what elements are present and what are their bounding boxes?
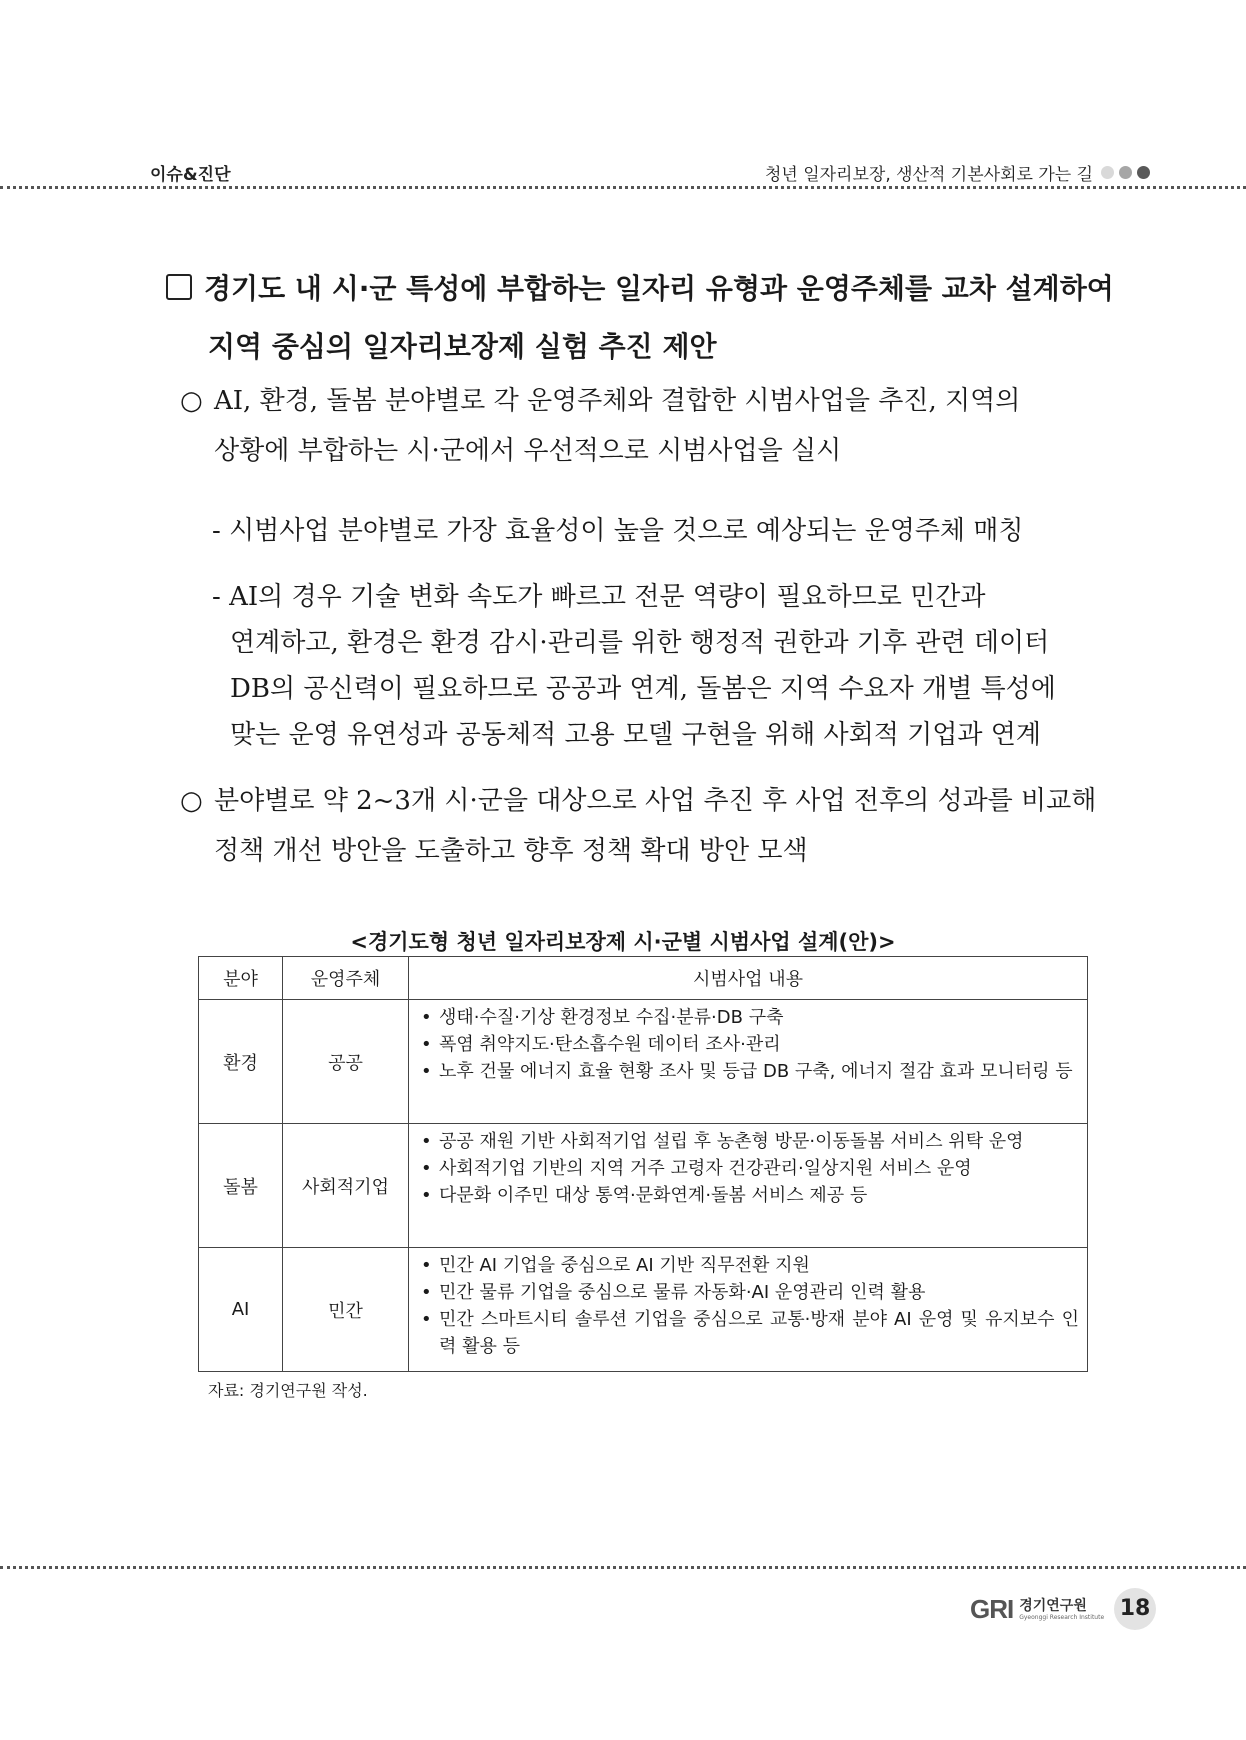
subpoint-2-line-3: DB의 공신력이 필요하므로 공공과 연계, 돌봄은 지역 수요자 개별 특성에 [230,674,1056,704]
table-row [199,1124,1088,1248]
header-dot-mid [1119,166,1132,179]
column-header-content: 시범사업 내용 [409,957,1088,1000]
section-heading-line-2: 지역 중심의 일자리보장제 실험 추진 제안 [208,330,717,363]
subpoint-1 [212,508,1115,554]
circle-bullet-icon: ○ [180,386,203,416]
point-1-line-2: 상황에 부합하는 시·군에서 우선적으로 시범사업을 실시 [214,436,842,466]
dash-bullet: - [212,516,221,546]
footer-divider [0,1566,1246,1569]
point-2-line-1 [180,776,1115,826]
list-item: • 공공 재원 기반 사회적기업 설립 후 농촌형 방문·이동돌봄 서비스 위탁 운영 [419,1128,1079,1155]
point-2 [180,776,1115,876]
content-list [419,1004,1079,1085]
dash-bullet: - [212,582,221,612]
pilot-plan-table [198,956,1088,1372]
list-item: • 민간 물류 기업을 중심으로 물류 자동화·AI 운영관리 인력 활용 [419,1279,1079,1306]
logo-korean-name: 경기연구원 [1019,1597,1087,1614]
cell-content [409,1248,1088,1372]
running-title [765,160,1150,185]
section-heading [166,260,1126,376]
point-1-text-1: AI, 환경, 돌봄 분야별로 각 운영주체와 결합한 시범사업을 추진, 지역의 [214,386,1021,416]
table-title: <경기도형 청년 일자리보장제 시·군별 시범사업 설계(안)> [350,930,896,954]
page-number: 18 [1114,1588,1156,1630]
header-dot-light [1101,166,1114,179]
list-item: • 생태·수질·기상 환경정보 수집·분류·DB 구축 [419,1004,1079,1031]
running-header [0,160,1246,185]
header-dots [1101,166,1150,179]
content-list [419,1128,1079,1209]
subpoint-2 [212,574,1115,758]
list-item: • 민간 AI 기업을 중심으로 AI 기반 직무전환 지원 [419,1252,1079,1279]
column-header-field: 분야 [199,957,283,1000]
cell-field: 환경 [199,1000,283,1124]
logo-mark: GRI [970,1594,1014,1624]
list-item: • 폭염 취약지도·탄소흡수원 데이터 조사·관리 [419,1031,1079,1058]
circle-bullet-icon: ○ [180,786,203,816]
subpoint-2-text-1: AI의 경우 기술 변화 속도가 빠르고 전문 역량이 필요하므로 민간과 [229,582,986,612]
column-header-operator: 운영주체 [283,957,409,1000]
table-row [199,1248,1088,1372]
list-item: • 다문화 이주민 대상 통역·문화연계·돌봄 서비스 제공 등 [419,1182,1079,1209]
subpoint-1-line-1 [212,508,1115,554]
section-label: 이슈&진단 [150,165,231,185]
point-1-line-1 [180,376,1115,426]
list-item: • 사회적기업 기반의 지역 거주 고령자 건강관리·일상지원 서비스 운영 [419,1155,1079,1182]
header-dot-dark [1137,166,1150,179]
section-heading-line-1 [166,260,1126,318]
running-title-text: 청년 일자리보장, 생산적 기본사회로 가는 길 [764,165,1093,185]
point-1 [180,376,1115,476]
content-list [419,1252,1079,1360]
point-2-line-2: 정책 개선 방안을 도출하고 향후 정책 확대 방안 모색 [214,836,808,866]
point-2-text-1: 분야별로 약 2~3개 시·군을 대상으로 사업 추진 후 사업 전후의 성과를 비교해 [214,786,1097,816]
subpoint-1-text: 시범사업 분야별로 가장 효율성이 높을 것으로 예상되는 운영주체 매칭 [229,516,1024,546]
list-item: • 민간 스마트시티 솔루션 기업을 중심으로 교통·방재 분야 AI 운영 및 유지보수 인력 활용 등 [419,1306,1079,1360]
header-divider [0,186,1246,189]
logo-english-name: Gyeonggi Research Institute [1019,1613,1105,1621]
cell-field: AI [199,1248,283,1372]
logo-text [1019,1599,1104,1621]
cell-operator: 민간 [283,1248,409,1372]
cell-operator: 공공 [283,1000,409,1124]
table-row [199,1000,1088,1124]
subpoint-2-line-1 [212,574,1115,620]
checkbox-square-icon [166,274,192,300]
institute-logo [970,1594,1104,1625]
heading-text-1: 경기도 내 시·군 특성에 부합하는 일자리 유형과 운영주체를 교차 설계하여 [204,272,1114,305]
list-item: • 노후 건물 에너지 효율 현황 조사 및 등급 DB 구축, 에너지 절감 효과 모니터링 등 [419,1058,1079,1085]
table-header-row [199,957,1088,1000]
subpoint-2-line-2: 연계하고, 환경은 환경 감시·관리를 위한 행정적 권한과 기후 관련 데이터 [230,628,1050,658]
cell-operator: 사회적기업 [283,1124,409,1248]
cell-field: 돌봄 [199,1124,283,1248]
subpoint-2-line-4: 맞는 운영 유연성과 공동체적 고용 모델 구현을 위해 사회적 기업과 연계 [230,720,1042,750]
cell-content [409,1000,1088,1124]
table-source-note: 자료: 경기연구원 작성. [208,1381,368,1400]
cell-content [409,1124,1088,1248]
